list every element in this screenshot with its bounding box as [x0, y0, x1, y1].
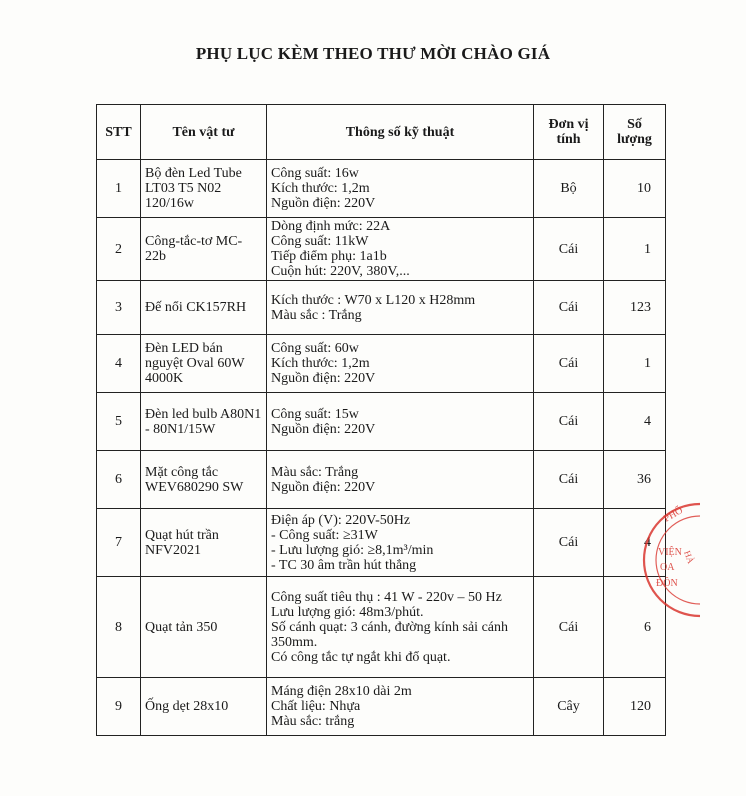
cell-unit: Cái — [534, 393, 604, 451]
spec-line: - Công suất: ≥31W — [271, 527, 378, 543]
table-row — [97, 281, 666, 335]
cell-qty: 6 — [604, 577, 666, 678]
spec-line: - TC 30 âm trần hút thẳng — [271, 557, 417, 573]
cell-qty: 120 — [604, 678, 666, 736]
table-row — [97, 218, 666, 281]
spec-line: Máng điện 28x10 dài 2m — [271, 684, 412, 699]
cell-unit: Cây — [534, 678, 604, 736]
spec-line: Màu sắc : Trắng — [271, 307, 362, 323]
spec-line: Công suất: 60w — [271, 341, 359, 356]
header-spec: Thông số kỹ thuật — [267, 105, 534, 160]
table-header-row — [97, 105, 666, 160]
cell-qty: 10 — [604, 160, 666, 218]
cell-stt: 1 — [97, 160, 141, 218]
cell-stt: 2 — [97, 218, 141, 281]
cell-name: Quạt tản 350 — [141, 577, 267, 678]
header-qty: Số lượng — [604, 105, 666, 160]
cell-qty: 36 — [604, 451, 666, 509]
cell-qty: 1 — [604, 218, 666, 281]
spec-line: Cuộn hút: 220V, 380V,... — [271, 264, 410, 279]
table-row — [97, 577, 666, 678]
cell-name: Bộ đèn Led Tube LT03 T5 N02 120/16w — [141, 160, 267, 218]
svg-text:OA: OA — [660, 562, 675, 573]
spec-line: Chất liệu: Nhựa — [271, 699, 361, 714]
spec-line: Số cánh quạt: 3 cánh, đường kính sải cánh 350mm. — [271, 619, 508, 650]
cell-name: Đế nổi CK157RH — [141, 281, 267, 335]
cell-stt: 5 — [97, 393, 141, 451]
table-row — [97, 509, 666, 577]
spec-line: Lưu lượng gió: 48m3/phút. — [271, 604, 424, 620]
spec-line: Nguồn điện: 220V — [271, 371, 376, 386]
cell-unit: Cái — [534, 218, 604, 281]
cell-unit: Bộ — [534, 160, 604, 218]
cell-name: Quạt hút trần NFV2021 — [141, 509, 267, 577]
cell-qty: 4 — [604, 509, 666, 577]
spec-line: Điện áp (V): 220V-50Hz — [271, 512, 411, 528]
spec-line: Có công tắc tự ngắt khi đổ quạt. — [271, 649, 451, 665]
spec-line: Nguồn điện: 220V — [271, 421, 376, 437]
cell-unit: Cái — [534, 335, 604, 393]
table-row — [97, 678, 666, 736]
cell-spec — [267, 281, 534, 335]
header-unit: Đơn vị tính — [534, 105, 604, 160]
cell-qty: 4 — [604, 393, 666, 451]
table-row — [97, 160, 666, 218]
cell-spec — [267, 160, 534, 218]
header-stt: STT — [97, 105, 141, 160]
svg-text:HÀ: HÀ — [682, 549, 696, 565]
cell-spec — [267, 393, 534, 451]
cell-qty: 123 — [604, 281, 666, 335]
spec-line: Công suất: 11kW — [271, 234, 369, 249]
cell-unit: Cái — [534, 509, 604, 577]
cell-name: Mặt công tắc WEV680290 SW — [141, 451, 267, 509]
cell-unit: Cái — [534, 451, 604, 509]
spec-line: Công suất: 16w — [271, 166, 359, 181]
spec-line: Dòng định mức: 22A — [271, 219, 391, 234]
spec-line: Kích thước : W70 x L120 x H28mm — [271, 292, 476, 308]
cell-spec — [267, 509, 534, 577]
cell-unit: Cái — [534, 577, 604, 678]
table-row — [97, 335, 666, 393]
spec-line: Công suất: 15w — [271, 406, 359, 422]
spec-line: Màu sắc: trắng — [271, 714, 355, 729]
table-row — [97, 451, 666, 509]
spec-line: Tiếp điểm phụ: 1a1b — [271, 249, 387, 264]
cell-spec — [267, 335, 534, 393]
svg-text:VIỆN: VIỆN — [658, 547, 682, 558]
spec-line: Kích thước: 1,2m — [271, 356, 370, 371]
cell-name: Đèn led bulb A80N1 - 80N1/15W — [141, 393, 267, 451]
cell-stt: 3 — [97, 281, 141, 335]
svg-text:ĐÔN: ĐÔN — [656, 578, 678, 589]
materials-table — [96, 104, 666, 736]
cell-name: Ống dẹt 28x10 — [141, 678, 267, 736]
spec-line: Công suất tiêu thụ : 41 W - 220v – 50 Hz — [271, 589, 502, 605]
spec-line: - Lưu lượng gió: ≥8,1m³/min — [271, 542, 434, 558]
spec-line: Nguồn điện: 220V — [271, 479, 376, 495]
cell-qty: 1 — [604, 335, 666, 393]
cell-stt: 6 — [97, 451, 141, 509]
spec-line: Màu sắc: Trắng — [271, 464, 359, 480]
cell-stt: 9 — [97, 678, 141, 736]
cell-stt: 4 — [97, 335, 141, 393]
cell-spec — [267, 678, 534, 736]
cell-spec — [267, 577, 534, 678]
cell-name: Đèn LED bán nguyệt Oval 60W 4000K — [141, 335, 267, 393]
svg-text:PHỐ: PHỐ — [662, 505, 685, 525]
table-body — [97, 160, 666, 736]
header-name: Tên vật tư — [141, 105, 267, 160]
table-row — [97, 393, 666, 451]
cell-unit: Cái — [534, 281, 604, 335]
spec-line: Nguồn điện: 220V — [271, 196, 376, 211]
page-title: PHỤ LỤC KÈM THEO THƯ MỜI CHÀO GIÁ — [195, 44, 551, 63]
cell-stt: 8 — [97, 577, 141, 678]
cell-spec — [267, 218, 534, 281]
cell-spec — [267, 451, 534, 509]
cell-stt: 7 — [97, 509, 141, 577]
cell-name: Công-tắc-tơ MC-22b — [141, 218, 267, 281]
spec-line: Kích thước: 1,2m — [271, 181, 370, 196]
